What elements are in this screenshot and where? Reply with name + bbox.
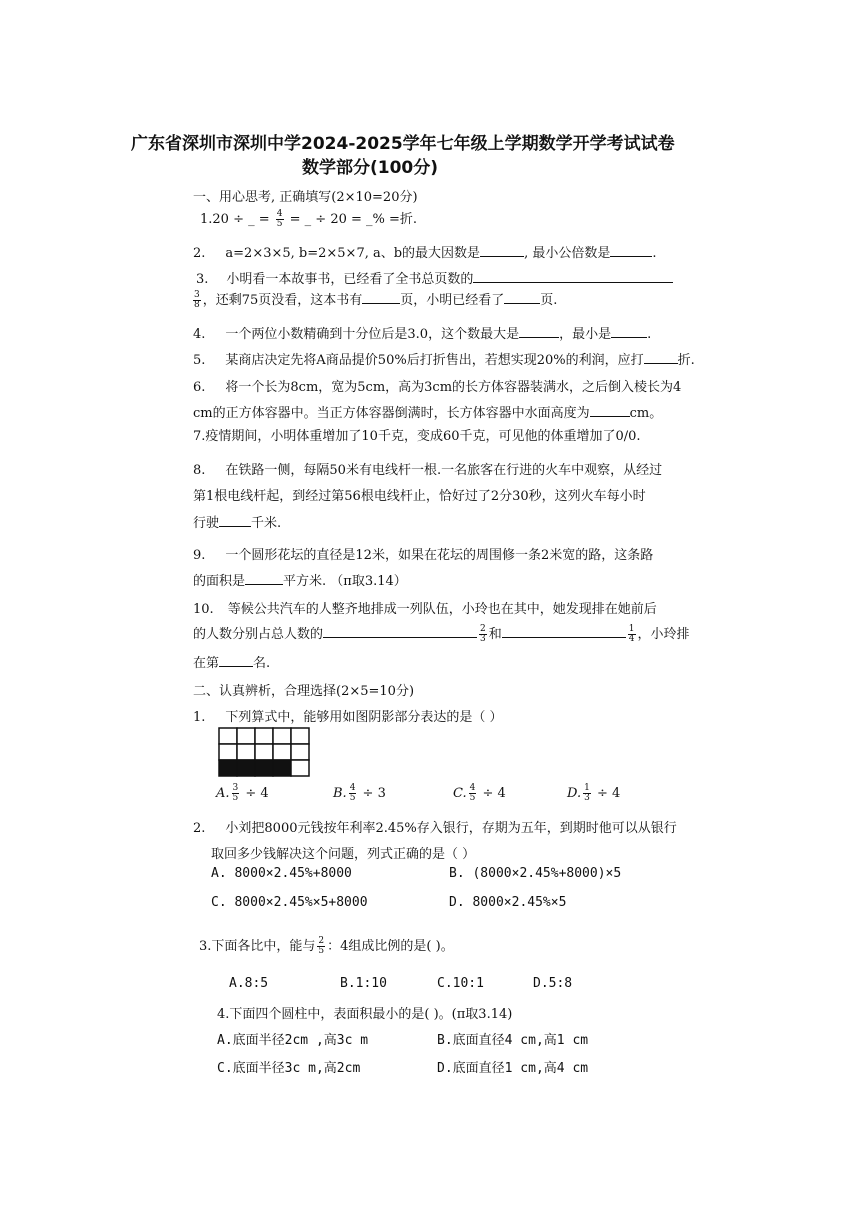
question-1-8-line2: 第1根电线杆起，到经过第56根电线杆止，恰好过了2分30秒，这列火车每小时	[193, 489, 646, 504]
answer-blank[interactable]	[504, 291, 540, 304]
option-2-2-d[interactable]: D. 8000×2.45%×5	[449, 895, 567, 910]
question-1-1: 1.20 ÷ _ = $\frac{4}{5}$ = _ ÷ 20 = _% =折.	[200, 209, 418, 229]
grid-cell	[291, 744, 309, 760]
question-1-3-line2: $\frac{3}{8}$ ，还剩75页没看，这本书有 页，小明已经看了 页.	[194, 290, 558, 310]
exam-subtitle: 数学部分(100分)	[302, 158, 439, 178]
option-2-3-b[interactable]: B.1:10	[340, 976, 387, 991]
option-2-3-a[interactable]: A.8:5	[229, 976, 269, 991]
option-2-1-c[interactable]: C. $\frac{4}{5}$ ÷ 4	[453, 783, 506, 803]
question-2-4: 4.下面四个圆柱中，表面积最小的是( )。(π取3.14)	[217, 1007, 513, 1022]
option-2-1-a[interactable]: A. $\frac{3}{5}$ ÷ 4	[216, 783, 269, 803]
question-2-2-line2: 取回多少钱解决这个问题，列式正确的是（ ）	[211, 847, 476, 862]
grid-cell-shaded	[255, 760, 273, 776]
fraction: $\frac{4}{5}$	[469, 783, 476, 803]
grid-cell	[255, 728, 273, 744]
grid-cell-shaded	[273, 760, 291, 776]
question-1-10-line1: 10. 等候公共汽车的人整齐地排成一列队伍，小玲也在其中，她发现排在她前后	[193, 602, 657, 617]
option-2-4-b[interactable]: B.底面直径4 cm,高1 cm	[437, 1033, 589, 1048]
option-2-2-a[interactable]: A. 8000×2.45%+8000	[211, 866, 352, 881]
fraction: $\frac{3}{8}$	[194, 290, 200, 310]
question-1-8-line1: 8. 在铁路一侧，每隔50米有电线杆一根.一名旅客在行进的火车中观察，从经过	[193, 463, 663, 478]
question-1-6-line2: cm的正方体容器中。当正方体容器倒满时，长方体容器中水面高度为 cm。	[193, 406, 663, 421]
answer-blank[interactable]	[644, 351, 678, 364]
answer-blank[interactable]	[323, 625, 477, 638]
question-1-4: 4. 一个两位小数精确到十分位后是3.0，这个数最大是 ，最小是 .	[193, 327, 652, 342]
grid-cell	[291, 760, 309, 776]
option-2-2-c[interactable]: C. 8000×2.45%×5+8000	[211, 895, 368, 910]
grid-cell-shaded	[237, 760, 255, 776]
grid-cell	[255, 744, 273, 760]
answer-blank[interactable]	[362, 291, 400, 304]
grid-cell	[237, 728, 255, 744]
answer-blank[interactable]	[519, 325, 559, 338]
question-2-3: 3.下面各比中，能与 $\frac{2}{5}$ ：4组成比例的是( )。	[199, 936, 454, 956]
grid-cell	[273, 744, 291, 760]
question-1-2: 2. a=2×3×5, b=2×5×7, a、b的最大因数是 , 最小公倍数是 .	[193, 246, 657, 261]
fraction: $\frac{1}{3}$	[584, 783, 590, 803]
question-1-9-line2: 的面积是 平方米. （π取3.14）	[193, 574, 407, 589]
grid-cell	[291, 728, 309, 744]
fraction: $\frac{1}{4}$	[628, 624, 635, 644]
option-2-2-b[interactable]: B. (8000×2.45%+8000)×5	[449, 866, 622, 881]
option-2-3-c[interactable]: C.10:1	[437, 976, 484, 991]
option-2-1-b[interactable]: B. $\frac{4}{5}$ ÷ 3	[333, 783, 386, 803]
answer-blank[interactable]	[245, 572, 283, 585]
answer-blank[interactable]	[473, 270, 673, 283]
answer-blank[interactable]	[219, 514, 251, 527]
fraction: $\frac{3}{5}$	[232, 783, 239, 803]
question-1-9-line1: 9. 一个圆形花坛的直径是12米，如果在花坛的周围修一条2米宽的路，这条路	[193, 548, 654, 563]
answer-blank[interactable]	[590, 404, 630, 417]
exam-title: 广东省深圳市深圳中学2024-2025学年七年级上学期数学开学考试试卷	[131, 134, 675, 154]
question-1-10-line3: 在第 名.	[193, 656, 271, 671]
question-2-2-line1: 2. 小刘把8000元钱按年利率2.45%存入银行，存期为五年，到期时他可以从银行	[193, 821, 677, 836]
grid-cell	[237, 744, 255, 760]
option-2-4-c[interactable]: C.底面半径3c m,高2cm	[217, 1061, 361, 1076]
option-2-3-d[interactable]: D.5:8	[533, 976, 573, 991]
fraction: $\frac{4}{5}$	[276, 209, 283, 229]
grid-cell	[219, 728, 237, 744]
question-1-5: 5. 某商店决定先将A商品提价50%后打折售出，若想实现20%的利润，应打 折.	[193, 353, 695, 368]
answer-blank[interactable]	[502, 625, 626, 638]
option-2-4-a[interactable]: A.底面半径2cm ,高3c m	[217, 1033, 369, 1048]
question-2-1: 1. 下列算式中，能够用如图阴影部分表达的是（ ）	[193, 710, 503, 725]
section2-heading: 二、认真辨析，合理选择(2×5=10分)	[193, 684, 415, 699]
option-2-1-d[interactable]: D. $\frac{1}{3}$ ÷ 4	[567, 783, 621, 803]
answer-blank[interactable]	[480, 244, 524, 257]
answer-blank[interactable]	[611, 325, 647, 338]
question-1-6-line1: 6. 将一个长为8cm，宽为5cm，高为3cm的长方体容器装满水，之后倒入棱长为4	[193, 380, 682, 395]
option-2-4-d[interactable]: D.底面直径1 cm,高4 cm	[437, 1061, 589, 1076]
fraction: $\frac{4}{5}$	[349, 783, 356, 803]
grid-cell	[273, 728, 291, 744]
grid-cell-shaded	[219, 760, 237, 776]
answer-blank[interactable]	[219, 654, 253, 667]
fraction: $\frac{2}{3}$	[480, 624, 486, 644]
grid-cell	[219, 744, 237, 760]
question-1-3-line1: 3. 小明看一本故事书，已经看了全书总页数的	[196, 268, 673, 287]
fraction: $\frac{2}{5}$	[318, 936, 325, 956]
question-1-10-line2: 的人数分别占总人数的 $\frac{2}{3}$ 和 $\frac{1}{4}$ ，小玲排	[193, 624, 690, 644]
question-1-8-line3: 行驶 千米.	[193, 516, 282, 531]
shaded-grid-figure	[217, 726, 313, 780]
answer-blank[interactable]	[610, 244, 652, 257]
question-1-7: 7.疫情期间，小明体重增加了10千克，变成60千克，可见他的体重增加了0/0.	[193, 429, 641, 444]
section1-heading: 一、用心思考, 正确填写(2×10=20分)	[193, 190, 418, 205]
